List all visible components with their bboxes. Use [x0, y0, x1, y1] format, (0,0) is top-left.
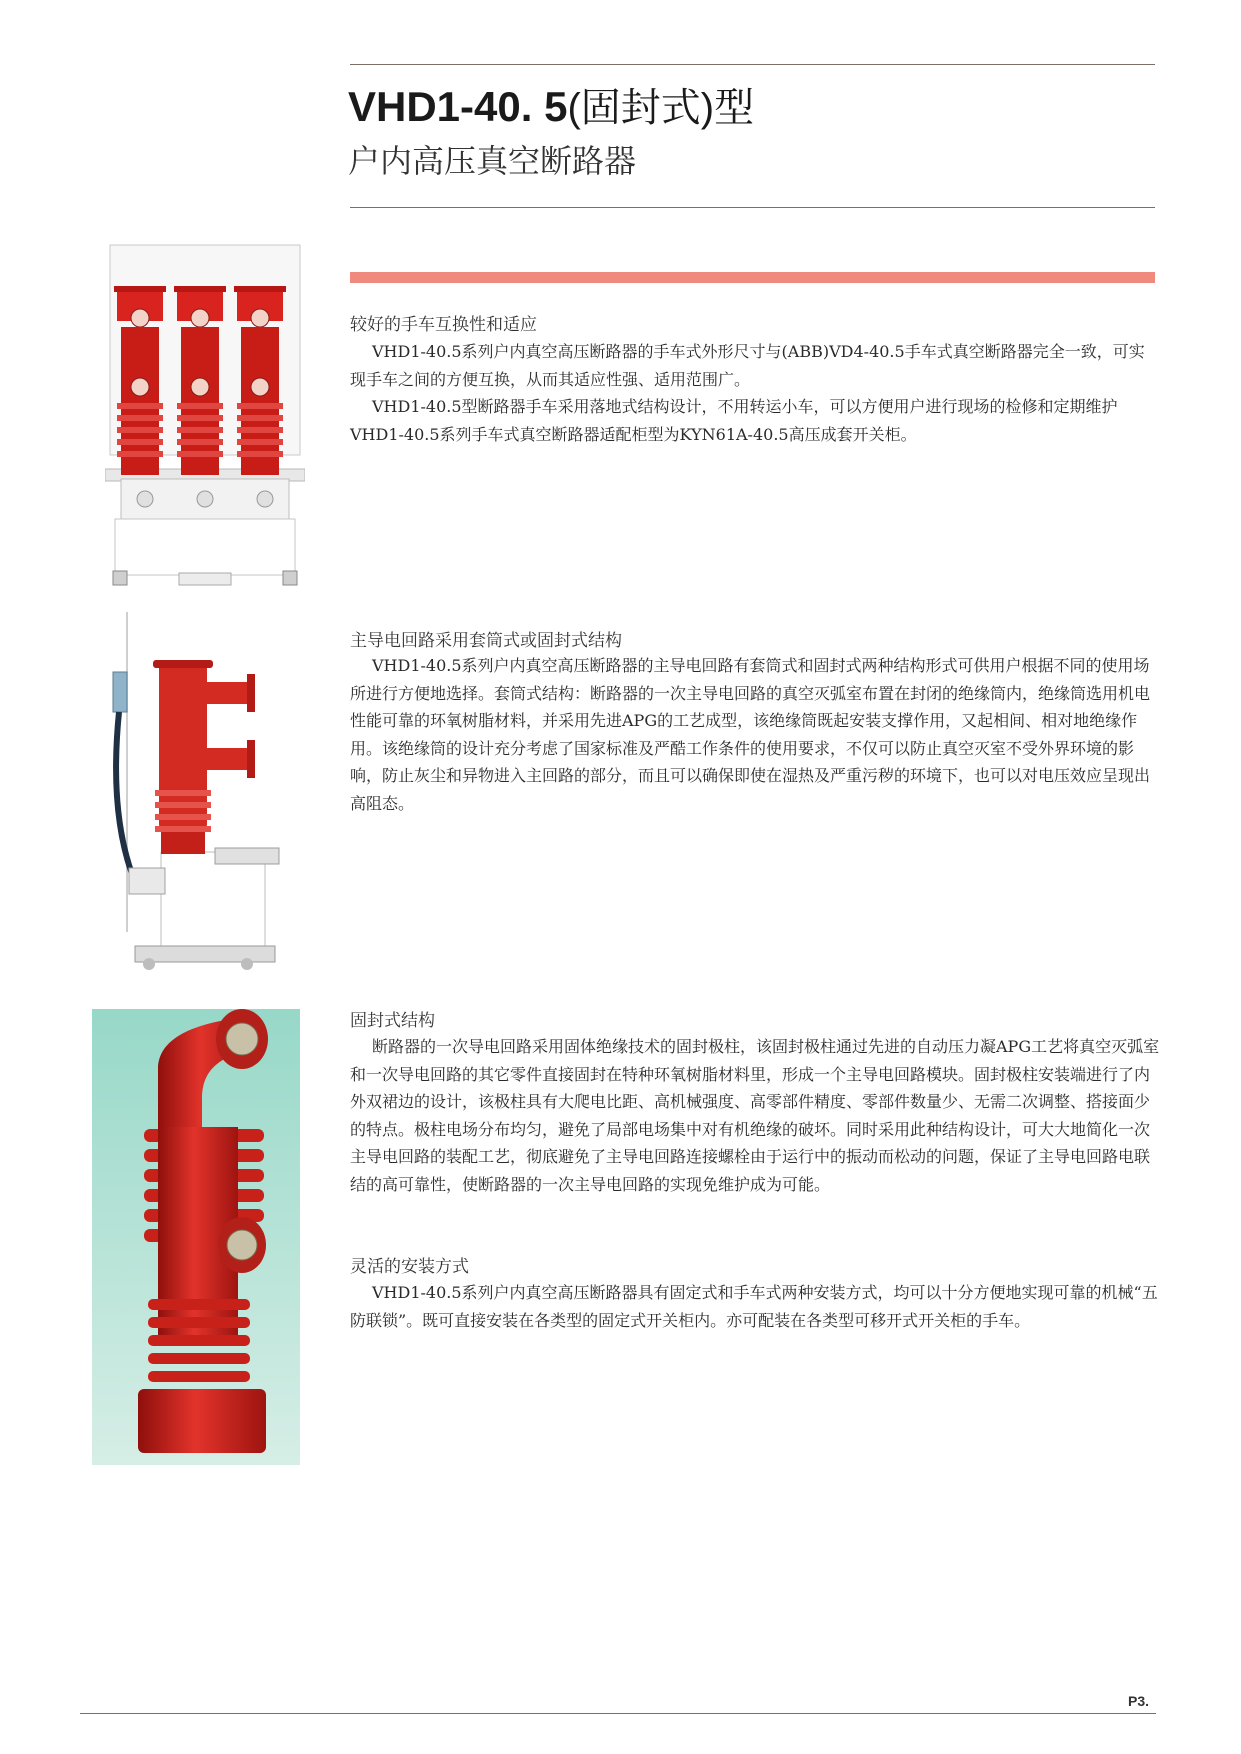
page-title	[348, 76, 754, 133]
page-number: P3.	[1128, 1693, 1150, 1709]
page-subtitle: 户内高压真空断路器	[348, 142, 637, 180]
paragraph: VHD1-40.5系列户内真空高压断路器具有固定式和手车式两种安装方式，均可以十分方便地实现可靠的机械“五防联锁”。既可直接安装在各类型的固定式开关柜内。亦可配装在各类型可移开式开关柜的手车。	[350, 1283, 1158, 1330]
breaker-three-pole-image	[105, 243, 305, 589]
paragraph: 断路器的一次导电回路采用固体绝缘技术的固封极柱，该固封极柱通过先进的自动压力凝APG工艺将真空灭弧室和一次导电回路的其它零件直接固封在特种环氧树脂材料里，形成一个主导电回路模块。固封极柱安装端进行了内外双裙边的设计，该极柱具有大爬电比距、高机械强度、高零部件精度、零部件数量少、无需二次调整、搭接面少的特点。极柱电场分布均匀，避免了局部电场集中对有机绝缘的破坏。同时采用此种结构设计，可大大地简化一次主导电回路的装配工艺，彻底避免了主导电回路连接螺栓由于运行中的振动而松动的问题，保证了主导电回路电联结的高可靠性，使断路器的一次主导电回路的实现免维护成为可能。	[350, 1037, 1160, 1194]
embedded-pole-image	[92, 1009, 300, 1465]
header-top-rule	[350, 64, 1155, 65]
paragraph: VHD1-40.5系列户内真空高压断路器的手车式外形尺寸与(ABB)VD4-40.5手车式真空断路器完全一致，可实现手车之间的方便互换，从而其适应性强、适用范围广。	[350, 342, 1145, 389]
section-heading-conductive-circuit: 主导电回路采用套筒式或固封式结构	[350, 631, 622, 651]
title-model: VHD1-40. 5	[348, 83, 568, 130]
section-heading-interchangeability: 较好的手车互换性和适应	[350, 315, 537, 335]
section-heading-embedded-structure: 固封式结构	[350, 1011, 435, 1031]
section-heading-installation: 灵活的安装方式	[350, 1257, 469, 1277]
paragraph: VHD1-40.5型断路器手车采用落地式结构设计，不用转运小车，可以方便用户进行现场的检修和定期维护VHD1-40.5系列手车式真空断路器适配柜型为KYN61A-40.5高压成套开关柜。	[350, 397, 1118, 444]
section-body-interchangeability	[350, 338, 1160, 448]
section-body-conductive-circuit	[350, 652, 1160, 818]
accent-bar	[350, 272, 1155, 283]
header-bottom-rule	[350, 207, 1155, 208]
breaker-side-view-image	[105, 612, 295, 972]
paragraph: VHD1-40.5系列户内真空高压断路器的主导电回路有套筒式和固封式两种结构形式可供用户根据不同的使用场所进行方便地选择。套筒式结构：断路器的一次主导电回路的真空灭弧室布置在封闭的绝缘筒内，绝缘筒选用机电性能可靠的环氧树脂材料，并采用先进APG的工艺成型，该绝缘筒既起安装支撑作用，又起相间、相对地绝缘作用。该绝缘筒的设计充分考虑了国家标准及严酷工作条件的使用要求，不仅可以防止真空灭室不受外界环境的影响，防止灰尘和异物进入主回路的部分，而且可以确保即使在湿热及严重污秽的环境下，也可以对电压效应呈现出高阻态。	[350, 656, 1151, 813]
section-body-embedded-structure	[350, 1033, 1160, 1199]
footer-rule	[80, 1713, 1156, 1714]
section-body-installation	[350, 1279, 1160, 1334]
title-type: (固封式)型	[567, 86, 755, 130]
